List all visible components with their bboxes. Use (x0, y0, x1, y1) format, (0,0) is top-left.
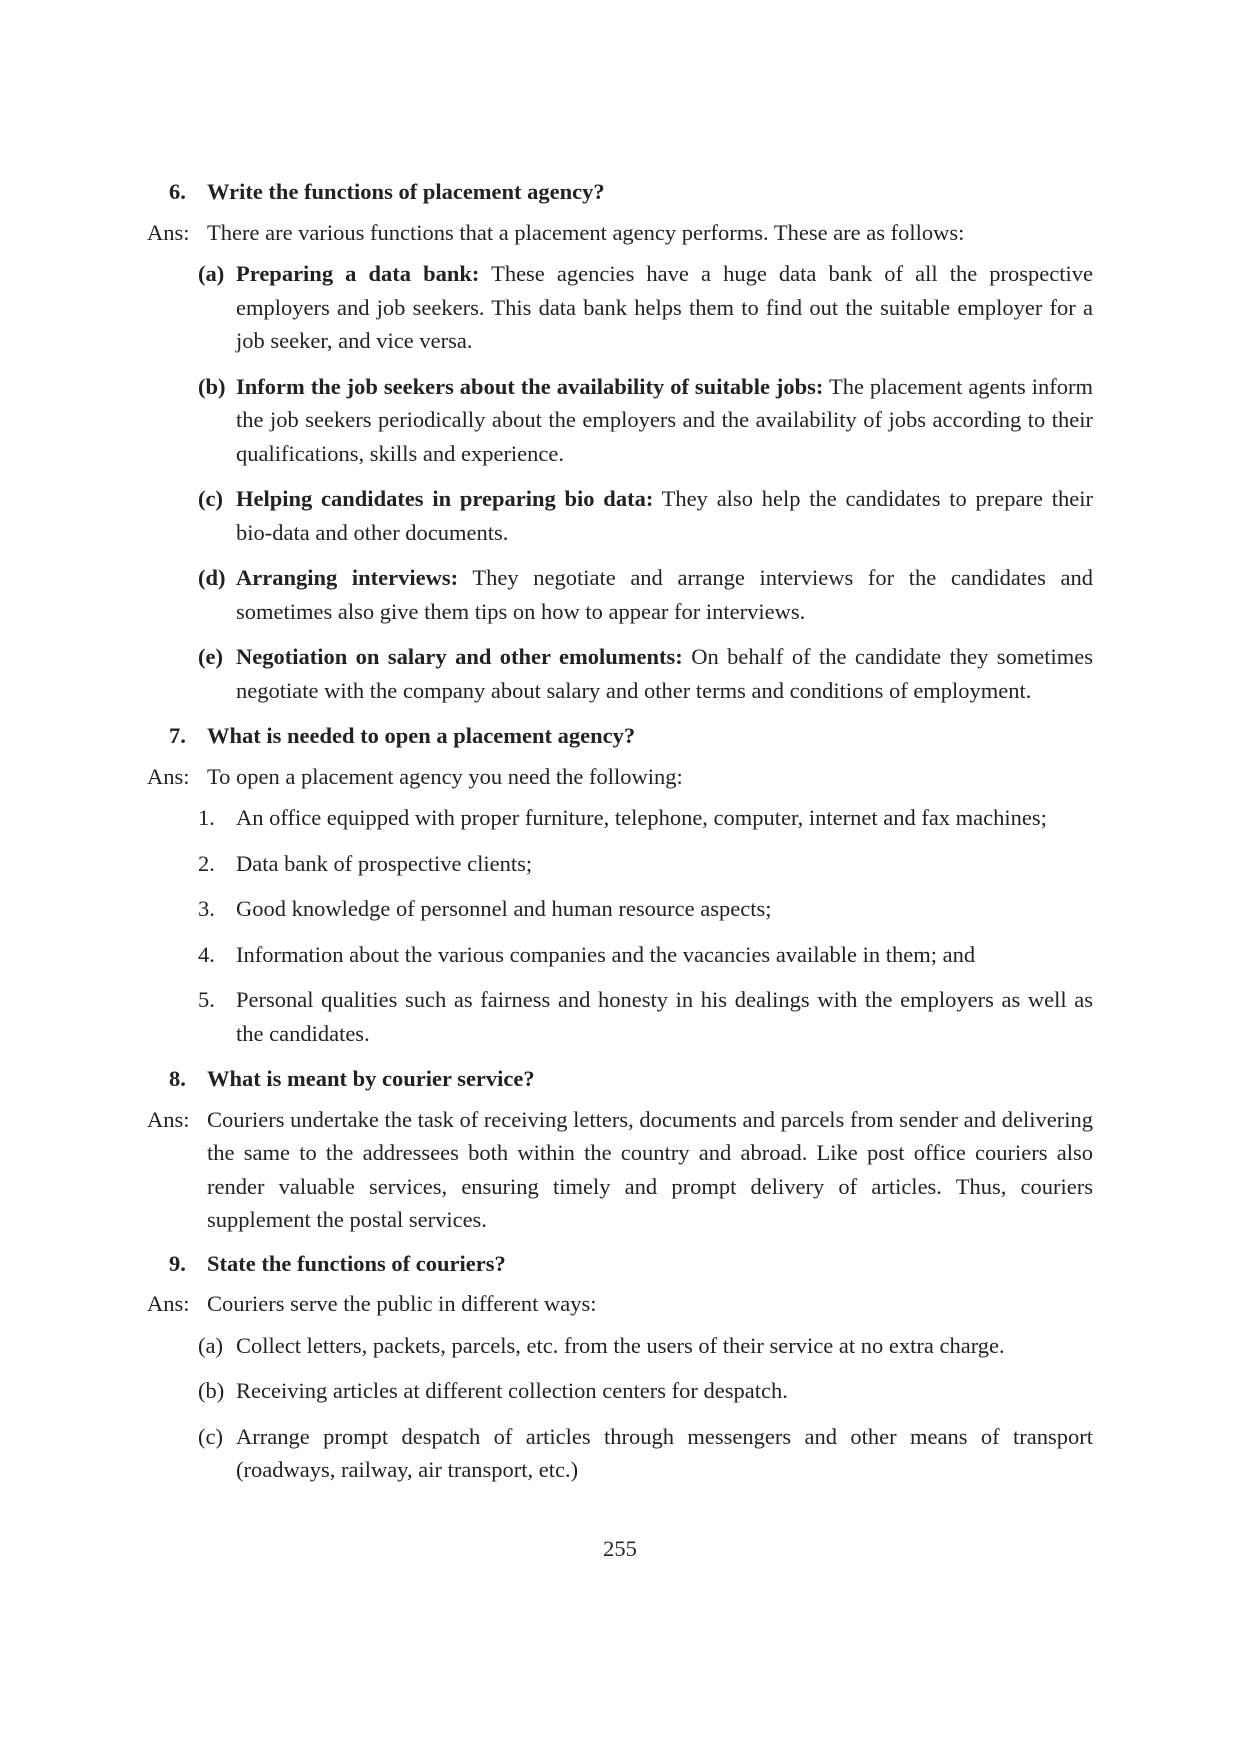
question-text: Write the functions of placement agency? (207, 179, 605, 204)
list-item (147, 561, 1093, 628)
item-label: (b) (198, 1378, 225, 1403)
answer-label: Ans: (147, 1106, 190, 1132)
answer-text: Couriers undertake the task of receiving letters, documents and parcels from sender and delivering the same to the addressees both within the country and abroad. Like post office couriers also render valuable services, ensuring timely and prompt delivery of articles. Thus, couriers supplement the postal services. (207, 1106, 1093, 1232)
answer-label: Ans: (147, 1291, 190, 1316)
question-6 (147, 175, 1093, 209)
list-item (147, 983, 1093, 1050)
item-text: Data bank of prospective clients; (236, 850, 533, 876)
list-item (147, 892, 1093, 926)
list-item (147, 257, 1093, 358)
list-item (147, 482, 1093, 549)
question-7 (147, 719, 1093, 753)
list-item (147, 801, 1093, 835)
question-9 (147, 1247, 1093, 1281)
list-item (147, 1329, 1093, 1363)
list-item (147, 1374, 1093, 1408)
answer-9 (147, 1287, 1093, 1321)
item-label: 2. (198, 850, 215, 876)
page-number: 255 (603, 1536, 637, 1561)
question-number: 9. (169, 1250, 186, 1276)
item-heading: Preparing a data bank: (236, 261, 480, 286)
item-label: (b) (198, 373, 226, 399)
answer-text: To open a placement agency you need the following: (207, 763, 683, 789)
answer-8 (147, 1103, 1093, 1237)
list-item (147, 938, 1093, 972)
answer-text: There are various functions that a placement agency performs. These are as follows: (207, 219, 965, 245)
question-text: State the functions of couriers? (207, 1250, 506, 1276)
item-text: Good knowledge of personnel and human resource aspects; (236, 896, 772, 921)
question-text: What is needed to open a placement agency? (207, 723, 636, 748)
answer-7 (147, 760, 1093, 794)
question-text: What is meant by courier service? (207, 1066, 535, 1091)
item-heading: Negotiation on salary and other emoluments: (236, 644, 683, 669)
item-text: These agencies have a huge data bank of all the prospective employers and job seekers. This data bank helps them to find out the suitable employer for a job seeker, and vice versa. (236, 261, 1093, 353)
item-label: 4. (198, 941, 215, 967)
item-heading: Inform the job seekers about the availability of suitable jobs: (236, 373, 824, 399)
item-text: On behalf of the candidate they sometimes negotiate with the company about salary and other terms and conditions of employment. (236, 644, 1093, 703)
question-number: 7. (169, 723, 186, 748)
item-text: Information about the various companies and the vacancies available in them; and (236, 941, 976, 967)
item-label: 5. (198, 987, 215, 1012)
item-heading: Helping candidates in preparing bio data: (236, 486, 654, 511)
list-item (147, 1420, 1093, 1487)
item-text: They also help the candidates to prepare their bio-data and other documents. (236, 486, 1093, 545)
item-text: The placement agents inform the job seekers periodically about the employers and the availability of jobs according to their qualifications, skills and experience. (236, 373, 1093, 466)
answer-text: Couriers serve the public in different ways: (207, 1291, 597, 1316)
item-text: An office equipped with proper furniture, telephone, computer, internet and fax machines; (236, 805, 1047, 830)
list-item (147, 370, 1093, 471)
item-label: (a) (198, 261, 225, 286)
page-content (147, 175, 1093, 1499)
answer-label: Ans: (147, 219, 190, 245)
question-8 (147, 1062, 1093, 1096)
answer-label: Ans: (147, 763, 190, 789)
item-text: They negotiate and arrange interviews for the candidates and sometimes also give them tips on how to appear for interviews. (236, 565, 1093, 624)
item-text: Personal qualities such as fairness and honesty in his dealings with the employers as well as the candidates. (236, 987, 1093, 1046)
item-text: Arrange prompt despatch of articles through messengers and other means of transport (roadways, railway, air transport, etc.) (236, 1423, 1093, 1482)
item-label: (e) (198, 644, 223, 669)
item-label: (d) (198, 565, 226, 590)
answer-6 (147, 216, 1093, 250)
item-label: (c) (198, 1423, 223, 1449)
item-text: Collect letters, packets, parcels, etc. from the users of their service at no extra charge. (236, 1332, 1005, 1358)
item-label: (c) (198, 486, 223, 511)
item-label: 3. (198, 896, 215, 921)
item-heading: Arranging interviews: (236, 565, 459, 590)
item-text: Receiving articles at different collection centers for despatch. (236, 1378, 788, 1403)
item-label: (a) (198, 1332, 223, 1358)
item-label: 1. (198, 805, 215, 830)
list-item (147, 847, 1093, 881)
question-number: 8. (169, 1066, 186, 1091)
list-item (147, 640, 1093, 707)
question-number: 6. (169, 179, 186, 204)
